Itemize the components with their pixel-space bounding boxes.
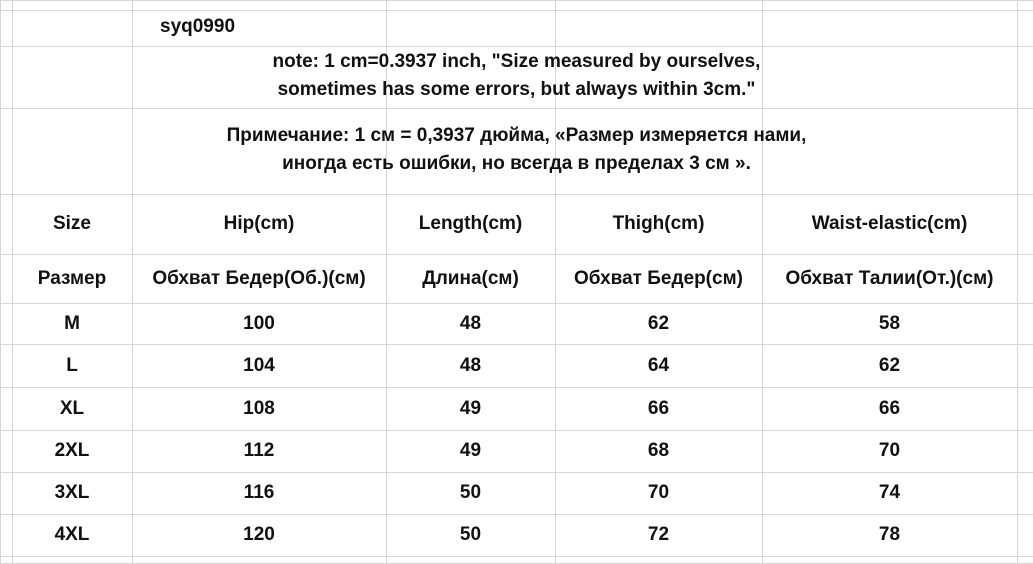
header-en-cell: Hip(cm) xyxy=(223,213,295,234)
grid-row-line xyxy=(0,10,1033,11)
header-en-cell: Waist-elastic(cm) xyxy=(811,213,968,234)
note-english-line-2: sometimes has some errors, but always within 3cm." xyxy=(277,79,756,100)
product-code: syq0990 xyxy=(160,16,236,37)
measurement-cell: 48 xyxy=(459,312,482,334)
header-ru-cell: Обхват Бедер(см) xyxy=(574,267,743,289)
measurement-cell: 66 xyxy=(878,397,901,419)
header-en-cell: Length(cm) xyxy=(418,213,523,234)
measurement-cell: 62 xyxy=(647,312,670,334)
size-label-cell: M xyxy=(64,312,80,334)
measurement-cell: 68 xyxy=(647,440,670,461)
note-english xyxy=(0,46,1033,106)
measurement-cell: 70 xyxy=(878,440,901,461)
header-ru-cell: Размер xyxy=(37,267,107,289)
measurement-cell: 74 xyxy=(878,482,901,503)
measurement-cell: 58 xyxy=(878,312,901,334)
size-label-cell: 3XL xyxy=(54,482,90,503)
note-russian xyxy=(0,108,1033,192)
size-label-cell: L xyxy=(66,354,78,376)
grid-row-line xyxy=(0,0,1033,1)
measurement-cell: 78 xyxy=(878,524,901,545)
measurement-cell: 49 xyxy=(459,397,482,419)
size-label-cell: 4XL xyxy=(54,524,90,545)
measurement-cell: 112 xyxy=(243,440,275,461)
measurement-cell: 70 xyxy=(647,482,670,503)
size-label-cell: 2XL xyxy=(54,440,90,461)
grid-row-line xyxy=(0,556,1033,557)
header-ru-cell: Длина(см) xyxy=(422,267,519,289)
measurement-cell: 48 xyxy=(459,354,482,376)
measurement-cell: 116 xyxy=(243,482,275,503)
measurement-cell: 108 xyxy=(243,397,275,419)
header-ru-cell: Обхват Бедер(Об.)(см) xyxy=(152,267,366,289)
measurement-cell: 50 xyxy=(459,524,482,545)
measurement-cell: 104 xyxy=(243,354,275,376)
header-ru-cell: Обхват Талии(От.)(см) xyxy=(785,267,994,289)
note-russian-line-1: Примечание: 1 см = 0,3937 дюйма, «Размер измеряется нами, xyxy=(226,125,807,146)
header-en-cell: Thigh(cm) xyxy=(612,213,705,234)
size-label-cell: XL xyxy=(59,397,85,419)
measurement-cell: 62 xyxy=(878,354,901,376)
note-english-line-1: note: 1 cm=0.3937 inch, "Size measured by ourselves, xyxy=(272,51,761,72)
measurement-cell: 64 xyxy=(647,354,670,376)
measurement-cell: 72 xyxy=(647,524,670,545)
header-en-cell: Size xyxy=(52,213,92,234)
note-russian-line-2: иногда есть ошибки, но всегда в пределах 3 см ». xyxy=(282,153,751,174)
measurement-cell: 100 xyxy=(243,312,275,334)
measurement-cell: 49 xyxy=(459,440,482,461)
measurement-cell: 120 xyxy=(243,524,275,545)
measurement-cell: 50 xyxy=(459,482,482,503)
measurement-cell: 66 xyxy=(647,397,670,419)
